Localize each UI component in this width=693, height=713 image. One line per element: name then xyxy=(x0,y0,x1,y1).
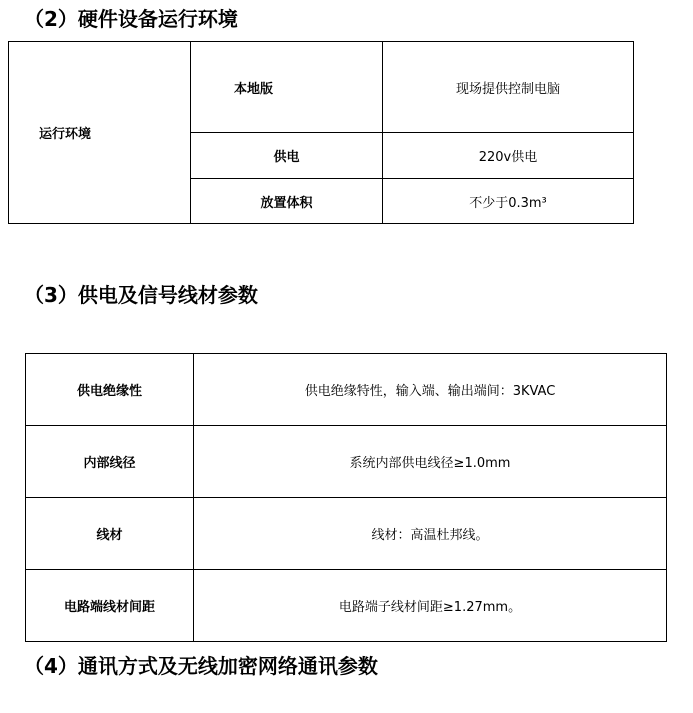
row-name-terminal-spacing: 电路端线材间距 xyxy=(26,570,194,642)
table-row xyxy=(26,426,667,498)
row-value-insulation: 供电绝缘特性，输入端、输出端间：3KVAC xyxy=(194,354,667,426)
row-value-local-version: 现场提供控制电脑 xyxy=(383,42,634,133)
power-cable-table xyxy=(25,353,667,642)
section-heading-hardware-env: （2）硬件设备运行环境 xyxy=(24,7,238,31)
row-value-power-supply: 220v供电 xyxy=(383,133,634,179)
row-name-insulation: 供电绝缘性 xyxy=(26,354,194,426)
section-heading-wireless: （4）通讯方式及无线加密网络通讯参数 xyxy=(24,654,378,678)
table-row xyxy=(9,42,634,133)
row-value-internal-wire-diameter: 系统内部供电线径≥1.0mm xyxy=(194,426,667,498)
table-row xyxy=(26,570,667,642)
row-name-power-supply: 供电 xyxy=(191,133,383,179)
table-row xyxy=(26,354,667,426)
section-heading-power-cable: （3）供电及信号线材参数 xyxy=(24,283,258,307)
row-value-wire-material: 线材：高温杜邦线。 xyxy=(194,498,667,570)
row-value-placement-volume: 不少于0.3m³ xyxy=(383,179,634,224)
row-name-local-version: 本地版 xyxy=(191,42,383,133)
env-group-label: 运行环境 xyxy=(9,42,191,224)
row-value-terminal-spacing: 电路端子线材间距≥1.27mm。 xyxy=(194,570,667,642)
table-row xyxy=(26,498,667,570)
row-name-internal-wire-diameter: 内部线径 xyxy=(26,426,194,498)
hardware-env-table xyxy=(8,41,634,224)
row-name-placement-volume: 放置体积 xyxy=(191,179,383,224)
row-name-wire-material: 线材 xyxy=(26,498,194,570)
